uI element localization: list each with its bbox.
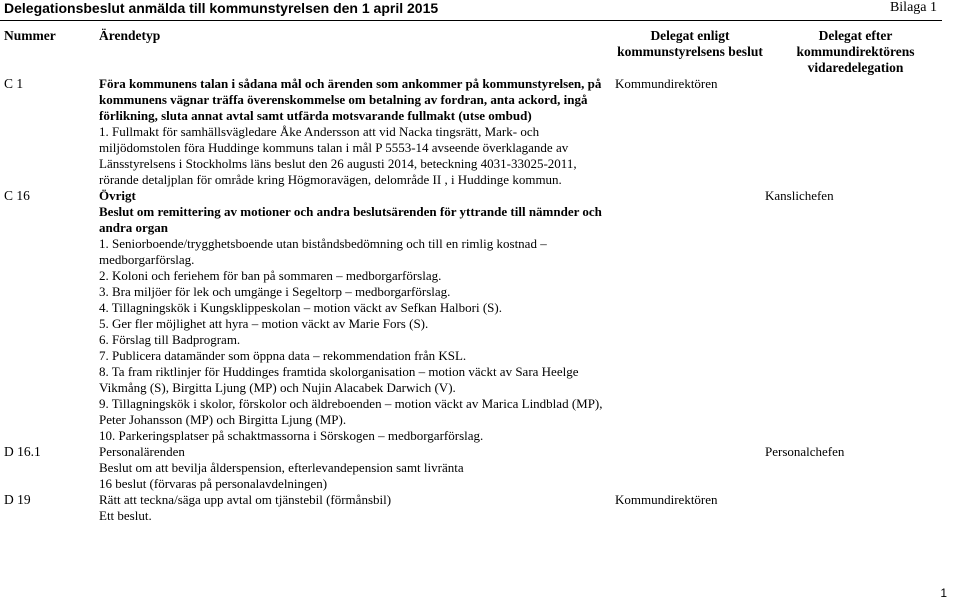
row-line: Ett beslut. — [99, 508, 152, 523]
table-row — [4, 492, 946, 524]
row-content — [99, 188, 615, 444]
row-heading: Föra kommunens talan i sådana mål och ärenden som ankommer på kommunstyrelsen, på kommunens vägnar träffa överenskommelse om betalning av fordran, anta ackord, ingå förlikning, sluta annat avtal samt utfärda motsvarande fullmakt (utse ombud) — [99, 76, 602, 123]
delegat-kd — [765, 76, 946, 188]
column-header-delegat-ks: Delegat enligt kommunstyrelsens beslut — [617, 28, 763, 59]
document-title: Delegationsbeslut anmälda till kommunstyrelsen den 1 april 2015 — [4, 0, 439, 16]
table-row — [4, 444, 946, 492]
row-content — [99, 492, 615, 524]
row-content — [99, 444, 615, 492]
list-item: 9. Tillagningskök i skolor, förskolor och äldreboenden – motion väckt av Marica Lindblad (MP), Peter Johansson (MP) och Birgitta Ljung (MP). — [99, 396, 603, 427]
row-number: C 16 — [4, 188, 30, 203]
table-row — [4, 188, 946, 444]
table-row — [4, 76, 946, 188]
row-line: Beslut om att bevilja ålderspension, efterlevandepension samt livränta — [99, 460, 464, 475]
column-header-delegat-kd: Delegat efter kommundirektörens vidaredelegation — [796, 28, 915, 75]
delegat-kd: Kanslichefen — [765, 188, 834, 203]
list-item: 3. Bra miljöer för lek och umgänge i Segeltorp – medborgarförslag. — [99, 284, 451, 299]
row-line: 16 beslut (förvaras på personalavdelningen) — [99, 476, 328, 491]
list-item: 1. Seniorboende/trygghetsboende utan biståndsbedömning och till en rimlig kostnad – medborgarförslag. — [99, 236, 547, 267]
column-header-nummer: Nummer — [4, 28, 56, 43]
row-number: C 1 — [4, 76, 24, 91]
row-heading: Övrigt — [99, 188, 136, 203]
delegat-kd — [765, 492, 946, 524]
document-header — [0, 0, 959, 22]
appendix-label: Bilaga 1 — [889, 0, 937, 15]
delegat-ks — [615, 188, 765, 444]
list-item: 2. Koloni och feriehem för ban på sommaren – medborgarförslag. — [99, 268, 442, 283]
list-item: 6. Förslag till Badprogram. — [99, 332, 241, 347]
delegat-ks — [615, 444, 765, 492]
table-header-row — [4, 28, 946, 76]
list-item: 4. Tillagningskök i Kungsklippeskolan – motion väckt av Sefkan Halbori (S). — [99, 300, 502, 315]
list-item: 5. Ger fler möjlighet att hyra – motion väckt av Marie Fors (S). — [99, 316, 429, 331]
row-line: Rätt att teckna/säga upp avtal om tjänstebil (förmånsbil) — [99, 492, 392, 507]
list-item: 8. Ta fram riktlinjer för Huddinges framtida skolorganisation – motion väckt av Sara Heelge Vikmång (S), Birgitta Ljung (MP) och Nujin Alacabek Darwich (V). — [99, 364, 579, 395]
list-item: 10. Parkeringsplatser på schaktmassorna i Sörskogen – medborgarförslag. — [99, 428, 484, 443]
list-item: 1. Fullmakt för samhällsvägledare Åke Andersson att vid Nacka tingsrätt, Mark- och miljödomstolen föra Huddinge kommuns talan i mål P 5553-14 avseende överklagande av Länsstyrelsens i Stockholms läns beslut den 26 augusti 2014, beteckning 4031-33025-2011, rörande detaljplan för område kring Högmoravägen, delområde II , i Huddinge kommun. — [99, 124, 577, 187]
row-line: Personalärenden — [99, 444, 185, 459]
row-number: D 16.1 — [4, 444, 41, 459]
list-item: 7. Publicera datamänder som öppna data – rekommendation från KSL. — [99, 348, 467, 363]
row-subheading: Beslut om remittering av motioner och andra beslutsärenden för yttrande till nämnder och andra organ — [99, 204, 602, 235]
header-rule — [0, 20, 942, 21]
delegat-ks: Kommundirektören — [615, 492, 718, 507]
row-number: D 19 — [4, 492, 31, 507]
delegation-table — [4, 28, 946, 524]
delegat-kd: Personalchefen — [765, 444, 845, 459]
column-header-arendetyp: Ärendetyp — [99, 28, 161, 43]
row-content — [99, 76, 615, 188]
delegat-ks: Kommundirektören — [615, 76, 718, 91]
page-number: 1 — [940, 586, 947, 600]
